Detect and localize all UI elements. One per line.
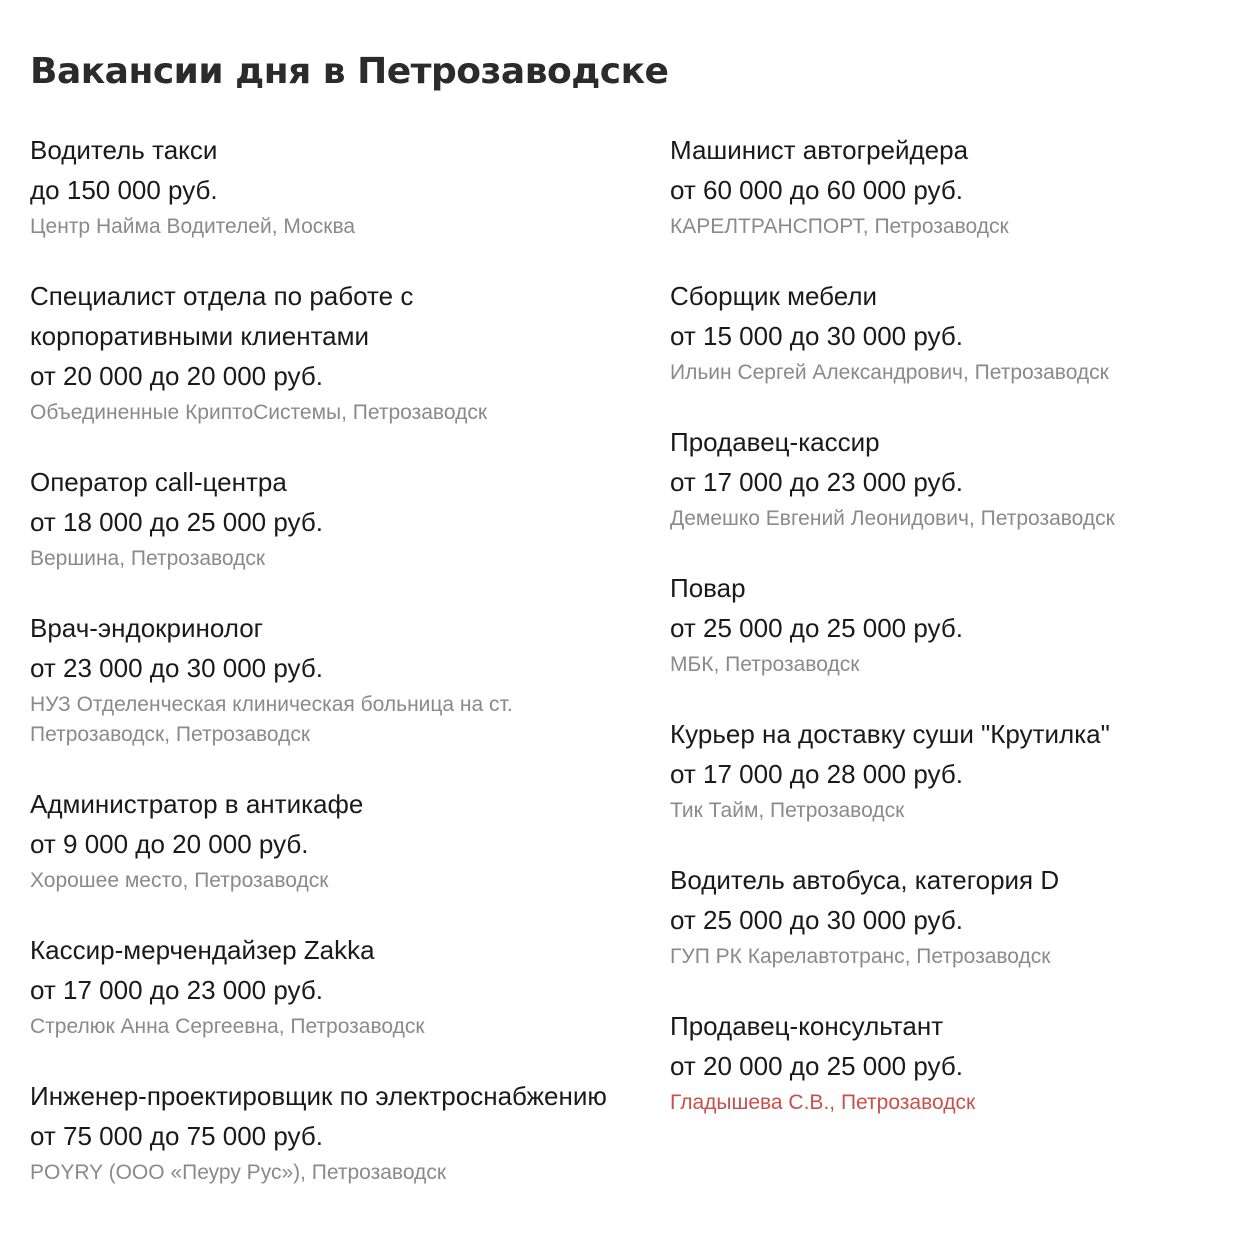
vacancy-salary: от 18 000 до 25 000 руб. [30,507,323,537]
vacancy-company[interactable]: Демешко Евгений Леонидович, Петрозаводск [670,507,1115,530]
vacancy-item[interactable] [670,276,1210,388]
vacancy-title[interactable]: Водитель такси [30,135,218,165]
vacancy-item[interactable] [30,462,610,574]
vacancy-salary: от 17 000 до 23 000 руб. [670,467,963,497]
vacancy-item[interactable] [30,608,610,750]
vacancy-title[interactable]: Инженер-проектировщик по электроснабжению [30,1081,607,1111]
vacancy-item[interactable] [670,714,1210,826]
vacancy-item[interactable] [30,930,610,1042]
vacancy-salary: от 17 000 до 28 000 руб. [670,759,963,789]
vacancy-company[interactable]: НУЗ Отделенческая клиническая больница на ст. Петрозаводск, Петрозаводск [30,693,513,746]
vacancy-company[interactable]: КАРЕЛТРАНСПОРТ, Петрозаводск [670,215,1009,238]
vacancy-item[interactable] [30,130,610,242]
vacancy-title[interactable]: Курьер на доставку суши "Крутилка" [670,719,1110,749]
vacancy-item[interactable] [670,130,1210,242]
vacancy-list-left [30,130,610,1222]
vacancy-salary: от 23 000 до 30 000 руб. [30,653,323,683]
vacancy-title[interactable]: Врач-эндокринолог [30,613,264,643]
vacancy-title[interactable]: Оператор call-центра [30,467,287,497]
vacancy-salary: от 25 000 до 25 000 руб. [670,613,963,643]
vacancy-salary: до 150 000 руб. [30,175,218,205]
vacancy-salary: от 60 000 до 60 000 руб. [670,175,963,205]
vacancy-item[interactable] [670,860,1210,972]
vacancy-title[interactable]: Машинист автогрейдера [670,135,969,165]
vacancy-item[interactable] [30,784,610,896]
vacancy-company[interactable]: Вершина, Петрозаводск [30,547,266,570]
vacancy-title[interactable]: Сборщик мебели [670,281,878,311]
vacancy-salary: от 9 000 до 20 000 руб. [30,829,309,859]
vacancy-company[interactable]: Ильин Сергей Александрович, Петрозаводск [670,361,1109,384]
vacancy-company[interactable]: Тик Тайм, Петрозаводск [670,799,905,822]
vacancy-title[interactable]: Кассир-мерчендайзер Zakka [30,935,375,965]
vacancy-list-right [670,130,1210,1152]
vacancy-title[interactable]: Водитель автобуса, категория D [670,865,1060,895]
vacancy-title[interactable]: Продавец-консультант [670,1011,944,1041]
vacancy-item[interactable] [670,422,1210,534]
vacancy-company[interactable]: МБК, Петрозаводск [670,653,860,676]
vacancy-item[interactable] [30,1076,610,1188]
vacancy-item[interactable] [670,1006,1210,1118]
vacancy-salary: от 20 000 до 20 000 руб. [30,361,323,391]
vacancy-title[interactable]: Администратор в антикафе [30,789,364,819]
vacancy-salary: от 20 000 до 25 000 руб. [670,1051,963,1081]
vacancy-company[interactable]: ГУП РК Карелавтотранс, Петрозаводск [670,945,1051,968]
vacancy-title[interactable]: Специалист отдела по работе с корпоративными клиентами [30,281,414,351]
vacancy-salary: от 75 000 до 75 000 руб. [30,1121,323,1151]
vacancy-company[interactable]: Хорошее место, Петрозаводск [30,869,329,892]
vacancy-title[interactable]: Продавец-кассир [670,427,880,457]
page-title: Вакансии дня в Петрозаводске [30,51,669,92]
vacancy-item[interactable] [670,568,1210,680]
vacancy-company[interactable]: Объединенные КриптоСистемы, Петрозаводск [30,401,488,424]
vacancy-company-highlighted[interactable]: Гладышева С.В., Петрозаводск [670,1091,976,1114]
vacancy-item[interactable] [30,276,610,428]
vacancy-salary: от 25 000 до 30 000 руб. [670,905,963,935]
vacancy-title[interactable]: Повар [670,573,746,603]
vacancy-salary: от 17 000 до 23 000 руб. [30,975,323,1005]
vacancy-company[interactable]: POYRY (ООО «Пеуру Рус»), Петрозаводск [30,1161,447,1184]
vacancy-salary: от 15 000 до 30 000 руб. [670,321,963,351]
vacancy-company[interactable]: Центр Найма Водителей, Москва [30,215,356,238]
vacancy-company[interactable]: Стрелюк Анна Сергеевна, Петрозаводск [30,1015,425,1038]
